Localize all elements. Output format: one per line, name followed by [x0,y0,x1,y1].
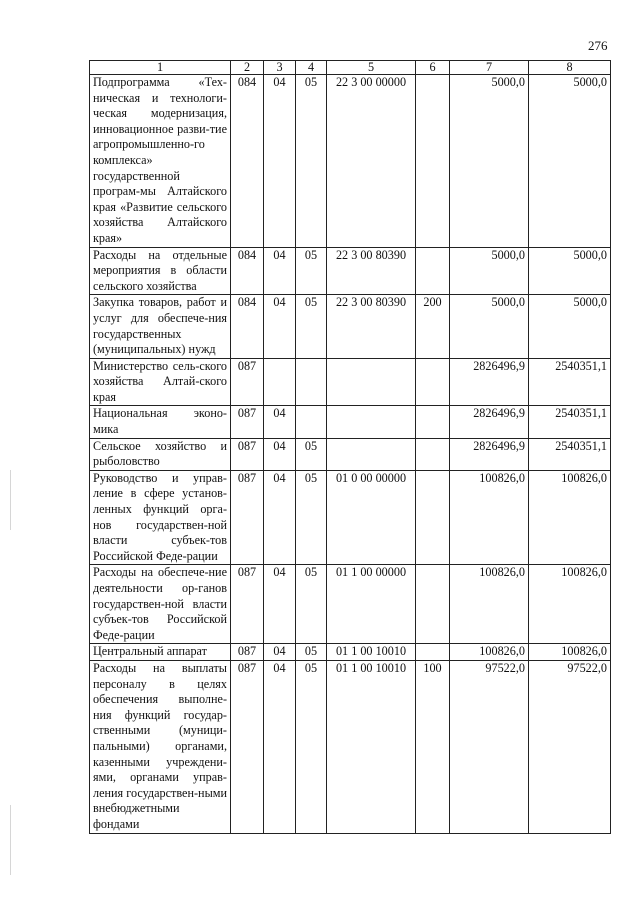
column-header: 6 [416,61,450,75]
cell-amount-2: 2540351,1 [529,406,611,438]
cell-expense-type [416,470,450,565]
scan-edge-mark [10,805,11,875]
row-name: Подпрограмма «Тех-ническая и технологи-ческая модернизация, инновационное разви-тие агропромышленно-го комплекса» государственной програм-мы Алтайского края «Развитие сельского хозяйства Алтайского края» [90,75,231,248]
cell-amount-2: 2540351,1 [529,358,611,406]
cell-amount-2: 100826,0 [529,644,611,661]
cell-amount-2: 97522,0 [529,660,611,833]
row-name: Руководство и управ-ление в сфере установ-ленных функций орга-нов государствен-ной власти субъек-тов Российской Феде-рации [90,470,231,565]
cell-amount-2: 5000,0 [529,295,611,358]
table-row [90,660,611,833]
cell-subsection: 05 [296,660,327,833]
column-header: 4 [296,61,327,75]
cell-section: 04 [264,660,296,833]
cell-amount-1: 2826496,9 [450,358,529,406]
cell-expense-type [416,247,450,295]
column-header: 8 [529,61,611,75]
cell-subsection: 05 [296,295,327,358]
cell-ministry-code: 087 [231,660,264,833]
column-header: 3 [264,61,296,75]
cell-amount-2: 2540351,1 [529,438,611,470]
cell-ministry-code: 084 [231,75,264,248]
cell-amount-1: 5000,0 [450,295,529,358]
cell-ministry-code: 087 [231,470,264,565]
cell-subsection: 05 [296,75,327,248]
cell-ministry-code: 084 [231,295,264,358]
row-name: Национальная эконо-мика [90,406,231,438]
cell-section: 04 [264,565,296,644]
cell-expense-type [416,358,450,406]
column-header: 5 [327,61,416,75]
row-name: Закупка товаров, работ и услуг для обеспече-ния государственных (муниципальных) нужд [90,295,231,358]
cell-ministry-code: 087 [231,438,264,470]
cell-section: 04 [264,75,296,248]
column-header: 1 [90,61,231,75]
table-row [90,247,611,295]
cell-expense-type [416,644,450,661]
cell-ministry-code: 087 [231,406,264,438]
cell-amount-2: 5000,0 [529,75,611,248]
cell-target-article [327,406,416,438]
cell-subsection: 05 [296,247,327,295]
cell-target-article [327,438,416,470]
table-row [90,470,611,565]
row-name: Расходы на обеспече-ние деятельности ор-ганов государствен-ной власти субъек-тов Российской Феде-рации [90,565,231,644]
page-number: 276 [588,38,608,53]
column-header: 2 [231,61,264,75]
cell-amount-2: 100826,0 [529,470,611,565]
cell-target-article: 01 1 00 00000 [327,565,416,644]
cell-target-article [327,358,416,406]
cell-subsection: 05 [296,438,327,470]
cell-expense-type: 200 [416,295,450,358]
cell-ministry-code: 087 [231,358,264,406]
scan-edge-mark [10,470,11,530]
cell-ministry-code: 087 [231,644,264,661]
cell-expense-type [416,438,450,470]
table-row [90,406,611,438]
row-name: Сельское хозяйство и рыболовство [90,438,231,470]
cell-subsection [296,406,327,438]
cell-amount-1: 2826496,9 [450,438,529,470]
row-name: Расходы на отдельные мероприятия в области сельского хозяйства [90,247,231,295]
cell-expense-type [416,406,450,438]
cell-amount-1: 100826,0 [450,565,529,644]
cell-section: 04 [264,295,296,358]
cell-target-article: 22 3 00 80390 [327,247,416,295]
cell-subsection: 05 [296,644,327,661]
cell-amount-1: 5000,0 [450,75,529,248]
cell-ministry-code: 084 [231,247,264,295]
table-header-row [90,61,611,75]
cell-target-article: 01 1 00 10010 [327,644,416,661]
table-row [90,358,611,406]
cell-expense-type [416,75,450,248]
table-row [90,644,611,661]
table-body [90,75,611,834]
cell-amount-2: 5000,0 [529,247,611,295]
cell-amount-1: 2826496,9 [450,406,529,438]
row-name: Расходы на выплаты персоналу в целях обеспечения выполне-ния функций государ-ственными (муници-пальными) органами, казенными учреждени-ями, органами управ-ления государствен-ными внебюджетными фондами [90,660,231,833]
cell-section [264,358,296,406]
cell-section: 04 [264,247,296,295]
table-row [90,438,611,470]
cell-amount-2: 100826,0 [529,565,611,644]
cell-section: 04 [264,438,296,470]
table-row [90,295,611,358]
cell-section: 04 [264,406,296,438]
budget-table [89,60,611,834]
cell-amount-1: 97522,0 [450,660,529,833]
row-name: Министерство сель-ского хозяйства Алтай-ского края [90,358,231,406]
cell-target-article: 22 3 00 00000 [327,75,416,248]
cell-subsection [296,358,327,406]
cell-expense-type [416,565,450,644]
table-row [90,75,611,248]
cell-amount-1: 100826,0 [450,644,529,661]
row-name: Центральный аппарат [90,644,231,661]
column-header: 7 [450,61,529,75]
cell-target-article: 22 3 00 80390 [327,295,416,358]
table-row [90,565,611,644]
cell-expense-type: 100 [416,660,450,833]
cell-ministry-code: 087 [231,565,264,644]
cell-target-article: 01 1 00 10010 [327,660,416,833]
cell-section: 04 [264,644,296,661]
cell-target-article: 01 0 00 00000 [327,470,416,565]
cell-section: 04 [264,470,296,565]
cell-subsection: 05 [296,470,327,565]
cell-amount-1: 5000,0 [450,247,529,295]
cell-subsection: 05 [296,565,327,644]
cell-amount-1: 100826,0 [450,470,529,565]
